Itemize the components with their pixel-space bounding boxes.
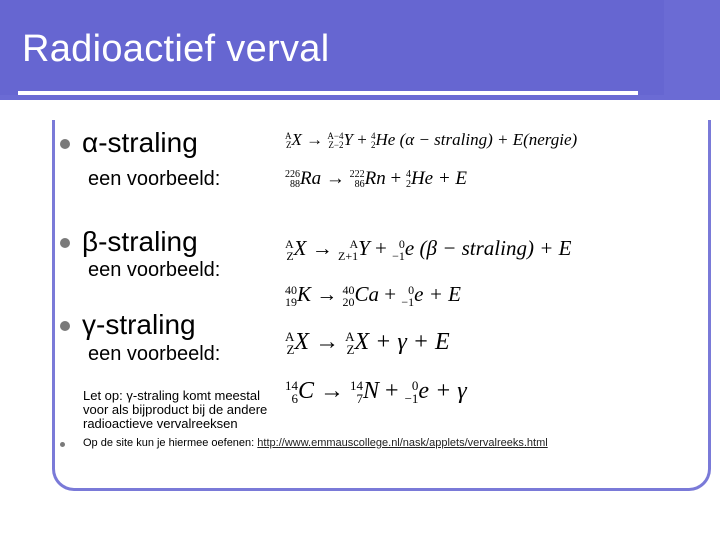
plus-sign: +: [379, 282, 402, 306]
parent-nuclide: [285, 236, 307, 262]
note-line: voor als bijproduct bij de andere: [83, 402, 268, 417]
beta-example-equation: [285, 282, 461, 308]
mass-number: A: [285, 237, 294, 252]
equation-tail: (α − straling) + E(nergie): [395, 130, 578, 149]
atomic-number: Z+1: [338, 249, 359, 264]
daughter-nuclide: [350, 168, 386, 190]
particle-nuclide: [406, 168, 433, 190]
note-line: radioactieve vervalreeksen: [83, 416, 238, 431]
reaction-arrow: →: [321, 168, 350, 189]
reaction-arrow: →: [306, 236, 338, 260]
equation-tail: + E: [433, 168, 468, 189]
mass-number: 0: [398, 237, 405, 252]
plus-sign: +: [369, 236, 393, 260]
atomic-number: 2: [405, 178, 411, 190]
element-symbol: X: [354, 329, 370, 355]
atomic-number: Z: [286, 342, 295, 358]
mass-number: 0: [408, 283, 415, 298]
mass-number: 0: [411, 378, 419, 394]
particle-nuclide: [371, 130, 395, 150]
alpha-heading: α-straling: [82, 127, 198, 158]
parent-nuclide: [285, 130, 302, 150]
beta-heading: β-straling: [82, 226, 198, 257]
reaction-arrow: →: [309, 329, 346, 355]
nuclide-scripts: [401, 284, 414, 308]
alpha-example-equation: [285, 168, 467, 190]
reaction-arrow: →: [301, 130, 328, 149]
bullet-dot: [60, 321, 70, 331]
parent-nuclide: [285, 378, 314, 405]
gamma-general-equation: [285, 329, 450, 356]
nuclide-scripts: [285, 284, 297, 308]
atomic-number: 20: [342, 295, 355, 310]
bullet-dot: [60, 139, 70, 149]
element-symbol: Y: [358, 236, 370, 260]
element-symbol: K: [297, 282, 312, 306]
element-symbol: Ca: [354, 282, 380, 306]
daughter-nuclide: [338, 236, 370, 262]
atomic-number: Z: [346, 342, 355, 358]
equation-tail: + γ: [429, 378, 467, 404]
mass-number: 226: [285, 168, 300, 180]
atomic-number: 6: [291, 391, 298, 407]
mass-number: A: [285, 131, 292, 142]
atomic-number: Z: [286, 140, 292, 151]
element-symbol: e: [404, 236, 415, 260]
daughter-nuclide: [350, 378, 379, 405]
element-symbol: He: [410, 168, 434, 189]
mass-number: 14: [285, 378, 298, 394]
atomic-number: Z: [286, 249, 294, 264]
practice-site-line: [83, 437, 548, 449]
mass-number: A: [349, 237, 359, 252]
practice-site-link[interactable]: http://www.emmauscollege.nl/nask/applets/vervalreeks.html: [257, 437, 548, 449]
element-symbol: He: [375, 130, 396, 149]
beta-example-label: een voorbeeld:: [88, 259, 221, 281]
element-symbol: e: [414, 282, 424, 306]
parent-nuclide: [285, 168, 321, 190]
atomic-number: Z−2: [328, 140, 344, 151]
element-symbol: Ra: [300, 168, 322, 189]
alpha-general-equation: [285, 130, 577, 150]
particle-nuclide: [401, 282, 423, 308]
slide-title: Radioactief verval: [22, 28, 330, 70]
atomic-number: −1: [392, 249, 405, 264]
nuclide-scripts: [285, 170, 300, 190]
nuclide-scripts: [405, 379, 419, 405]
beta-general-equation: [285, 236, 571, 262]
mass-number: 4: [405, 168, 411, 180]
bullet-dot: [60, 238, 70, 248]
parent-nuclide: [285, 329, 309, 356]
mass-number: 40: [342, 283, 355, 298]
atomic-number: 19: [285, 295, 297, 310]
equation-tail: + γ + E: [369, 329, 450, 355]
element-symbol: Y: [343, 130, 353, 149]
nuclide-scripts: [350, 379, 363, 405]
note-line: Let op: γ-straling komt meestal: [83, 388, 261, 403]
element-symbol: Rn: [364, 168, 386, 189]
plus-sign: +: [352, 130, 372, 149]
plus-sign: +: [379, 378, 405, 404]
particle-nuclide: [392, 236, 414, 262]
atomic-number: 2: [371, 140, 376, 151]
element-symbol: C: [298, 378, 315, 404]
daughter-nuclide: [343, 282, 380, 308]
gamma-example-equation: [285, 378, 467, 405]
daughter-nuclide: [327, 130, 353, 150]
nuclide-scripts: [285, 379, 298, 405]
gamma-example-label: een voorbeeld:: [88, 343, 221, 365]
mass-number: 222: [349, 168, 365, 180]
mass-number: A−4: [327, 131, 344, 142]
practice-site-label: Op de site kun je hiermee oefenen:: [83, 437, 255, 449]
nuclide-scripts: [285, 330, 294, 356]
nuclide-scripts: [350, 170, 365, 190]
element-symbol: X: [291, 130, 302, 149]
reaction-arrow: →: [314, 378, 351, 404]
plus-sign: +: [385, 168, 406, 189]
atomic-number: −1: [404, 391, 419, 407]
alpha-example-label: een voorbeeld:: [88, 168, 221, 190]
element-symbol: e: [418, 378, 430, 404]
mass-number: A: [345, 329, 355, 345]
title-underline: [18, 91, 638, 95]
mass-number: 4: [371, 131, 376, 142]
atomic-number: 88: [290, 178, 300, 190]
nuclide-scripts: [285, 238, 294, 262]
mass-number: 40: [285, 283, 297, 298]
nuclide-scripts: [338, 238, 358, 262]
nuclide-scripts: [392, 238, 405, 262]
element-symbol: X: [294, 329, 310, 355]
particle-nuclide: [405, 378, 430, 405]
parent-nuclide: [285, 282, 311, 308]
gamma-note: [83, 389, 267, 431]
daughter-nuclide: [345, 329, 369, 356]
mass-number: 14: [350, 378, 364, 394]
nuclide-scripts: [327, 132, 343, 150]
atomic-number: −1: [401, 295, 415, 310]
reaction-arrow: →: [311, 282, 343, 306]
element-symbol: X: [293, 236, 307, 260]
nuclide-scripts: [343, 284, 355, 308]
element-symbol: N: [363, 378, 380, 404]
equation-tail: (β − straling) + E: [414, 236, 572, 260]
bullet-dot: [60, 442, 65, 447]
atomic-number: 7: [356, 391, 364, 407]
gamma-heading: γ-straling: [82, 309, 196, 340]
equation-tail: + E: [423, 282, 461, 306]
mass-number: A: [285, 329, 295, 345]
atomic-number: 86: [354, 178, 365, 190]
